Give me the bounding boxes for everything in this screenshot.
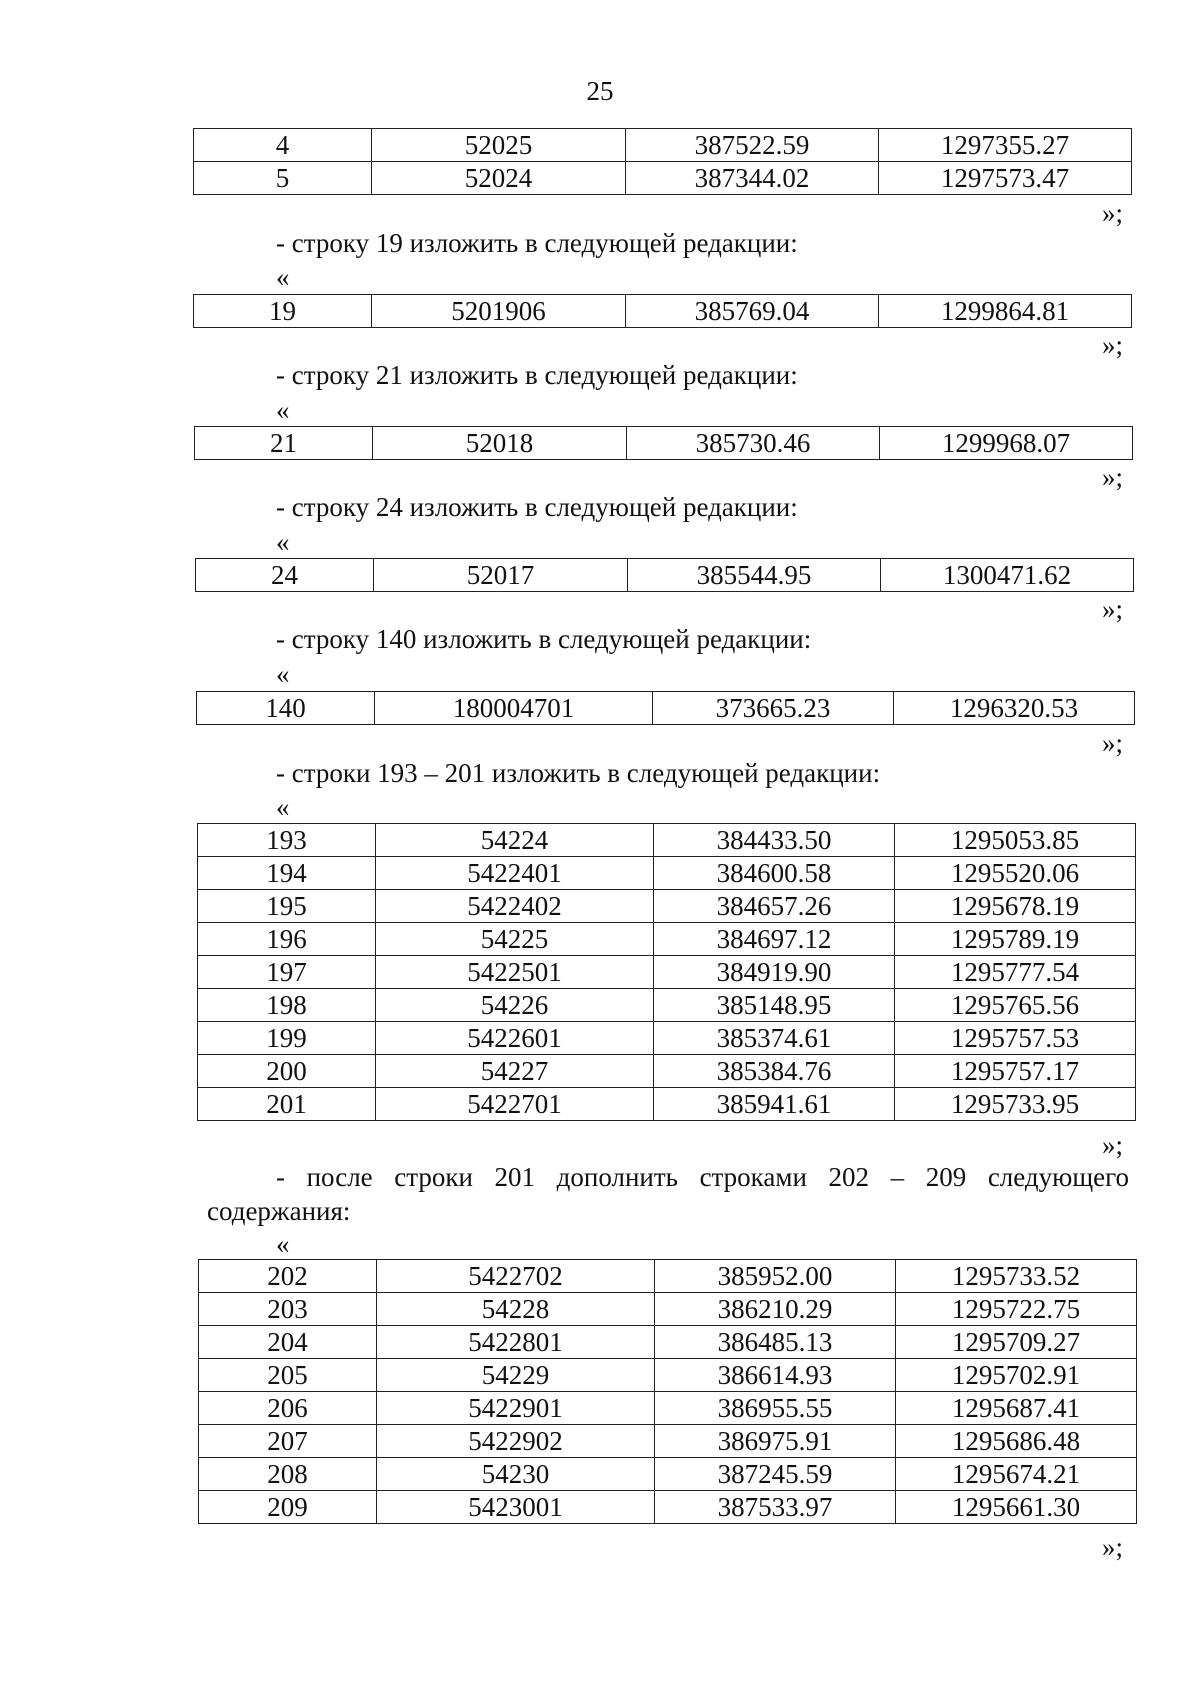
table-row xyxy=(194,129,1132,162)
row-number-cell: 198 xyxy=(198,989,376,1022)
point-number-cell: 5422402 xyxy=(376,890,654,923)
closing-quote: »; xyxy=(1101,462,1123,492)
x-coordinate-cell: 387522.59 xyxy=(626,129,879,162)
row-number-cell: 21 xyxy=(195,427,373,460)
row-number-cell: 19 xyxy=(194,295,372,328)
row-number-cell: 204 xyxy=(199,1326,377,1359)
coordinates-table-row-21 xyxy=(194,426,1133,460)
row-number-cell: 140 xyxy=(197,692,375,725)
table-row xyxy=(199,1491,1137,1524)
point-number-cell: 5422801 xyxy=(377,1326,655,1359)
point-number-cell: 52024 xyxy=(372,162,626,195)
x-coordinate-cell: 385769.04 xyxy=(626,295,879,328)
x-coordinate-cell: 387245.59 xyxy=(655,1458,896,1491)
table-row xyxy=(198,1088,1136,1121)
point-number-cell: 52018 xyxy=(373,427,627,460)
closing-quote: »; xyxy=(1101,594,1123,624)
y-coordinate-cell: 1295053.85 xyxy=(895,824,1136,857)
point-number-cell: 54230 xyxy=(377,1458,655,1491)
closing-quote: »; xyxy=(1101,330,1123,360)
y-coordinate-cell: 1295661.30 xyxy=(896,1491,1137,1524)
row-number-cell: 194 xyxy=(198,857,376,890)
instruction-row-19: - строку 19 изложить в следующей редакции: xyxy=(276,228,798,258)
point-number-cell: 54227 xyxy=(376,1055,654,1088)
table-row xyxy=(199,1260,1137,1293)
x-coordinate-cell: 387533.97 xyxy=(655,1491,896,1524)
opening-quote: « xyxy=(276,395,290,425)
instruction-row-24: - строку 24 изложить в следующей редакции: xyxy=(276,492,798,522)
x-coordinate-cell: 385384.76 xyxy=(654,1055,895,1088)
point-number-cell: 54226 xyxy=(376,989,654,1022)
y-coordinate-cell: 1295733.95 xyxy=(895,1088,1136,1121)
point-number-cell: 5423001 xyxy=(377,1491,655,1524)
table-row xyxy=(198,923,1136,956)
y-coordinate-cell: 1295777.54 xyxy=(895,956,1136,989)
table-row xyxy=(199,1293,1137,1326)
row-number-cell: 197 xyxy=(198,956,376,989)
x-coordinate-cell: 386210.29 xyxy=(655,1293,896,1326)
point-number-cell: 180004701 xyxy=(375,692,653,725)
point-number-cell: 54224 xyxy=(376,824,654,857)
row-number-cell: 199 xyxy=(198,1022,376,1055)
table-row xyxy=(195,427,1133,460)
instruction-rows-202-209: - после строки 201 дополнить строками 202 – 209 следующего содержания: xyxy=(207,1162,1129,1226)
row-number-cell: 207 xyxy=(199,1425,377,1458)
coordinates-table-rows-202-209 xyxy=(198,1259,1137,1524)
x-coordinate-cell: 384657.26 xyxy=(654,890,895,923)
row-number-cell: 195 xyxy=(198,890,376,923)
y-coordinate-cell: 1295674.21 xyxy=(896,1458,1137,1491)
y-coordinate-cell: 1299864.81 xyxy=(879,295,1132,328)
x-coordinate-cell: 386955.55 xyxy=(655,1392,896,1425)
table-row xyxy=(197,692,1135,725)
row-number-cell: 202 xyxy=(199,1260,377,1293)
y-coordinate-cell: 1297355.27 xyxy=(879,129,1132,162)
point-number-cell: 54229 xyxy=(377,1359,655,1392)
table-row xyxy=(198,1055,1136,1088)
x-coordinate-cell: 384600.58 xyxy=(654,857,895,890)
closing-quote: »; xyxy=(1101,198,1123,228)
x-coordinate-cell: 386614.93 xyxy=(655,1359,896,1392)
x-coordinate-cell: 384697.12 xyxy=(654,923,895,956)
coordinates-table-row-24 xyxy=(195,558,1134,592)
x-coordinate-cell: 385544.95 xyxy=(628,559,881,592)
y-coordinate-cell: 1295757.53 xyxy=(895,1022,1136,1055)
closing-quote: »; xyxy=(1101,1532,1123,1562)
point-number-cell: 5422601 xyxy=(376,1022,654,1055)
y-coordinate-cell: 1295789.19 xyxy=(895,923,1136,956)
opening-quote: « xyxy=(276,262,290,292)
coordinates-table-rows-193-201 xyxy=(197,823,1136,1121)
x-coordinate-cell: 386485.13 xyxy=(655,1326,896,1359)
point-number-cell: 54228 xyxy=(377,1293,655,1326)
x-coordinate-cell: 386975.91 xyxy=(655,1425,896,1458)
closing-quote: »; xyxy=(1101,1130,1123,1160)
point-number-cell: 5422401 xyxy=(376,857,654,890)
x-coordinate-cell: 384919.90 xyxy=(654,956,895,989)
y-coordinate-cell: 1295757.17 xyxy=(895,1055,1136,1088)
y-coordinate-cell: 1297573.47 xyxy=(879,162,1132,195)
y-coordinate-cell: 1300471.62 xyxy=(881,559,1134,592)
point-number-cell: 5422701 xyxy=(376,1088,654,1121)
y-coordinate-cell: 1295765.56 xyxy=(895,989,1136,1022)
table-row xyxy=(199,1425,1137,1458)
x-coordinate-cell: 385941.61 xyxy=(654,1088,895,1121)
y-coordinate-cell: 1295722.75 xyxy=(896,1293,1137,1326)
table-row xyxy=(194,162,1132,195)
opening-quote: « xyxy=(276,527,290,557)
coordinates-table-1 xyxy=(193,128,1132,195)
y-coordinate-cell: 1295678.19 xyxy=(895,890,1136,923)
row-number-cell: 24 xyxy=(196,559,374,592)
table-row xyxy=(199,1392,1137,1425)
table-row xyxy=(199,1359,1137,1392)
point-number-cell: 5422501 xyxy=(376,956,654,989)
row-number-cell: 4 xyxy=(194,129,372,162)
row-number-cell: 201 xyxy=(198,1088,376,1121)
row-number-cell: 200 xyxy=(198,1055,376,1088)
table-row xyxy=(198,989,1136,1022)
table-row xyxy=(198,1022,1136,1055)
point-number-cell: 5201906 xyxy=(372,295,626,328)
point-number-cell: 52025 xyxy=(372,129,626,162)
point-number-cell: 52017 xyxy=(374,559,628,592)
x-coordinate-cell: 387344.02 xyxy=(626,162,879,195)
x-coordinate-cell: 385148.95 xyxy=(654,989,895,1022)
row-number-cell: 5 xyxy=(194,162,372,195)
y-coordinate-cell: 1295687.41 xyxy=(896,1392,1137,1425)
coordinates-table-row-19 xyxy=(193,294,1132,328)
point-number-cell: 5422902 xyxy=(377,1425,655,1458)
row-number-cell: 206 xyxy=(199,1392,377,1425)
x-coordinate-cell: 373665.23 xyxy=(653,692,894,725)
table-row xyxy=(199,1326,1137,1359)
point-number-cell: 5422702 xyxy=(377,1260,655,1293)
instruction-row-21: - строку 21 изложить в следующей редакции: xyxy=(276,360,798,390)
point-number-cell: 54225 xyxy=(376,923,654,956)
page-number: 25 xyxy=(586,76,614,106)
opening-quote: « xyxy=(276,792,290,822)
row-number-cell: 203 xyxy=(199,1293,377,1326)
x-coordinate-cell: 385952.00 xyxy=(655,1260,896,1293)
x-coordinate-cell: 385730.46 xyxy=(627,427,880,460)
row-number-cell: 205 xyxy=(199,1359,377,1392)
y-coordinate-cell: 1295686.48 xyxy=(896,1425,1137,1458)
row-number-cell: 196 xyxy=(198,923,376,956)
table-row xyxy=(198,956,1136,989)
x-coordinate-cell: 385374.61 xyxy=(654,1022,895,1055)
table-row xyxy=(198,824,1136,857)
closing-quote: »; xyxy=(1101,728,1123,758)
y-coordinate-cell: 1295733.52 xyxy=(896,1260,1137,1293)
opening-quote: « xyxy=(276,1229,290,1259)
row-number-cell: 208 xyxy=(199,1458,377,1491)
instruction-rows-193-201: - строки 193 – 201 изложить в следующей редакции: xyxy=(276,758,881,788)
y-coordinate-cell: 1295709.27 xyxy=(896,1326,1137,1359)
instruction-row-140: - строку 140 изложить в следующей редакции: xyxy=(276,624,812,654)
table-row xyxy=(196,559,1134,592)
y-coordinate-cell: 1299968.07 xyxy=(880,427,1133,460)
opening-quote: « xyxy=(276,659,290,689)
y-coordinate-cell: 1296320.53 xyxy=(894,692,1135,725)
table-row xyxy=(194,295,1132,328)
table-row xyxy=(198,857,1136,890)
y-coordinate-cell: 1295702.91 xyxy=(896,1359,1137,1392)
point-number-cell: 5422901 xyxy=(377,1392,655,1425)
row-number-cell: 193 xyxy=(198,824,376,857)
coordinates-table-row-140 xyxy=(196,691,1135,725)
row-number-cell: 209 xyxy=(199,1491,377,1524)
y-coordinate-cell: 1295520.06 xyxy=(895,857,1136,890)
table-row xyxy=(198,890,1136,923)
x-coordinate-cell: 384433.50 xyxy=(654,824,895,857)
table-row xyxy=(199,1458,1137,1491)
